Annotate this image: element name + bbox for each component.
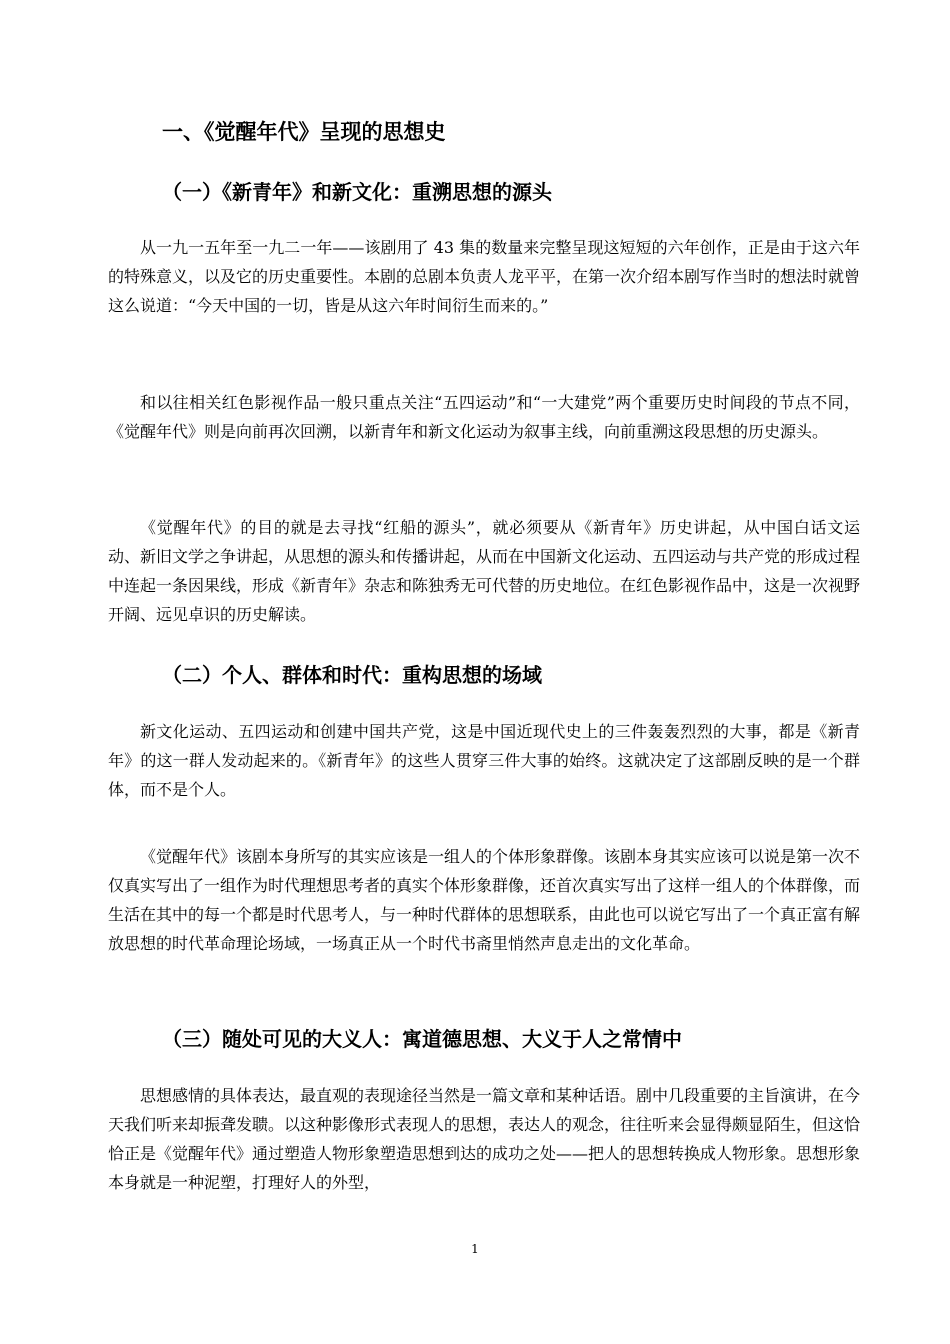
paragraph-1-2: 和以往相关红色影视作品一般只重点关注“五四运动”和“一大建党”两个重要历史时间段的节点不同，《觉醒年代》则是向前再次回溯，以新青年和新文化运动为叙事主线，向前重溯这段思想的历史源头。 [108,393,860,441]
paragraph-1-3: 《觉醒年代》的目的就是去寻找“红船的源头”，就必须要从《新青年》历史讲起，从中国白话文运动、新旧文学之争讲起，从思想的源头和传播讲起，从而在中国新文化运动、五四运动与共产党的形成过程中连起一条因果线，形成《新青年》杂志和陈独秀无可代替的历史地位。在红色影视作品中，这是一次视野开阔、远见卓识的历史解读。 [108,518,861,624]
paragraph-1-1: 从一九一五年至一九二一年——该剧用了 43 集的数量来完整呈现这短短的六年创作，正是由于这六年的特殊意义，以及它的历史重要性。本剧的总剧本负责人龙平平，在第一次介绍本剧写作当时的想法时就曾这么说道：“今天中国的一切，皆是从这六年时间衍生而来的。” [108,238,861,315]
subsection-heading-3: （三）随处可见的大义人：寓道德思想、大义于人之常情中 [162,1027,682,1051]
page-number: 1 [471,1242,479,1256]
paragraph-3-1: 思想感情的具体表达，最直观的表现途径当然是一篇文章和某种话语。剧中几段重要的主旨演讲，在今天我们听来却振聋发聩。以这种影像形式表现人的思想，表达人的观念，往往听来会显得颇显陌生，但这恰恰正是《觉醒年代》通过塑造人物形象塑造思想到达的成功之处——把人的思想转换成人物形象。思想形象本身就是一种泥塑，打理好人的外型， [108,1086,861,1192]
paragraph-2-2: 《觉醒年代》该剧本身所写的其实应该是一组人的个体形象群像。该剧本身其实应该可以说是第一次不仅真实写出了一组作为时代理想思考者的真实个体形象群像，还首次真实写出了这样一组人的个体群像，而生活在其中的每一个都是时代思考人，与一种时代群体的思想联系，由此也可以说它写出了一个真正富有解放思想的时代革命理论场域，一场真正从一个时代书斋里悄然声息走出的文化革命。 [108,847,861,953]
subsection-heading-1: （一）《新青年》和新文化：重溯思想的源头 [162,180,552,204]
subsection-heading-2: （二）个人、群体和时代：重构思想的场域 [162,663,542,687]
paragraph-2-1: 新文化运动、五四运动和创建中国共产党，这是中国近现代史上的三件轰轰烈烈的大事，都是《新青年》的这一群人发动起来的。《新青年》的这些人贯穿三件大事的始终。这就决定了这部剧反映的是一个群体，而不是个人。 [108,722,860,799]
section-title: 一、《觉醒年代》呈现的思想史 [162,120,446,144]
